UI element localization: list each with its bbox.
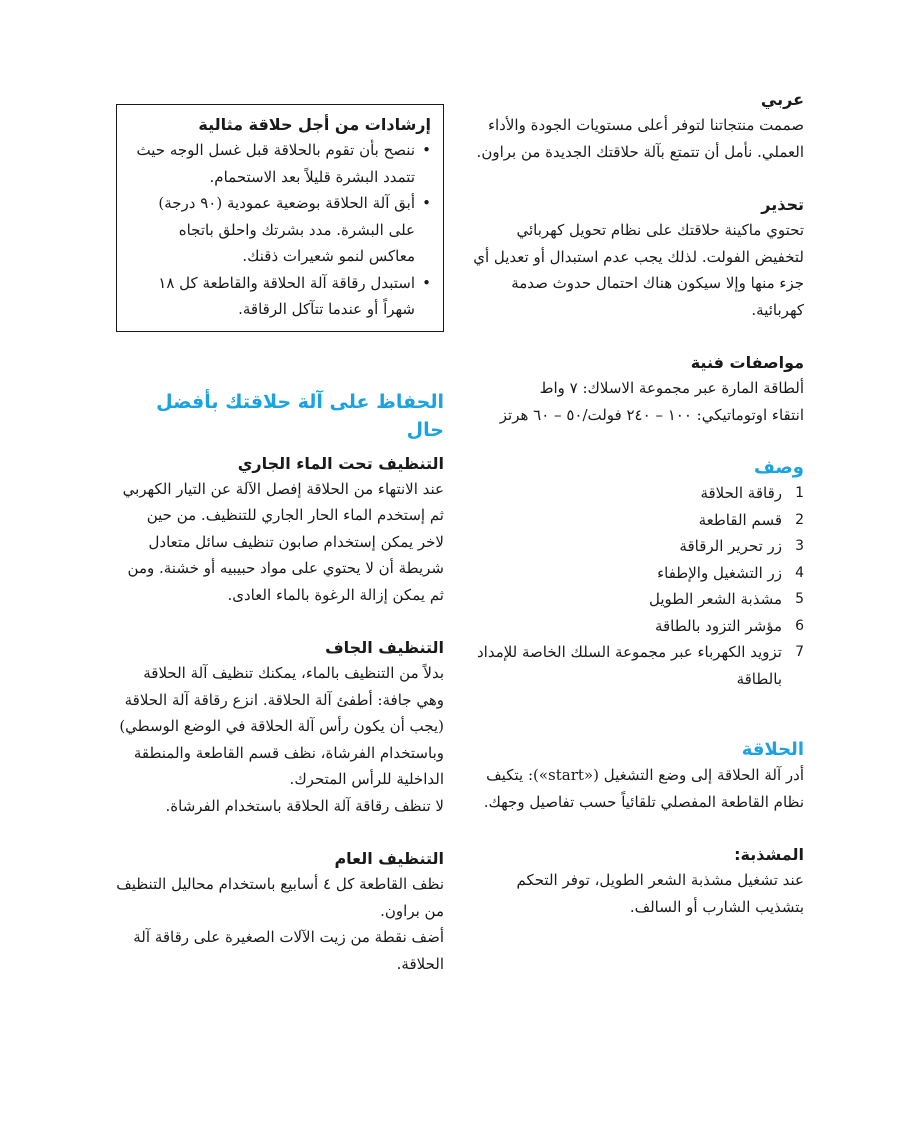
specs-voltage: انتقاء اوتوماتيكي: ١٠٠ – ٢٤٠ فولت/٥٠ – ٦٠ هرتز [499, 405, 804, 424]
list-item: 6 مؤشر التزود بالطاقة [654, 616, 804, 635]
tips-box [116, 104, 444, 332]
general-cleaning-heading: التنظيف العام [334, 849, 444, 868]
trimmer-heading: المشذبة: [734, 845, 804, 864]
trimmer-text: عند تشغيل مشذبة الشعر الطويل، توفر التحكم بتشذيب الشارب أو السالف. [516, 871, 804, 916]
tips-list [129, 137, 431, 323]
parts-list [468, 480, 804, 692]
list-item: • استبدل رقاقة آلة الحلاقة والقاطعة كل ١٨ شهراً أو عندما تتآكل الرقاقة. [158, 273, 431, 318]
language-heading: عربي [760, 90, 804, 109]
description-heading: وصف [753, 457, 804, 478]
specs-power: ألطاقة المارة عبر مجموعة الاسلاك: ٧ واط [539, 379, 804, 397]
list-item: 5 مشذبة الشعر الطويل [648, 590, 804, 608]
right-column [468, 88, 804, 920]
warning-heading: تحذير [761, 195, 804, 214]
list-item: 4 زر التشغيل والإطفاء [657, 563, 804, 582]
list-item: 1 رقاقة الحلاقة [700, 484, 804, 502]
list-item: • ننصح بأن تقوم بالحلاقة قبل غسل الوجه حيث تتمدد البشرة قليلاً بعد الاستحمام. [136, 141, 431, 186]
dry-cleaning-note: لا تنظف رقاقة آلة الحلاقة باستخدام الفرشاة. [165, 796, 444, 815]
list-item: 3 زر تحرير الرقاقة [679, 537, 804, 555]
warning-text: تحتوي ماكينة حلاقتك على نظام تحويل كهربائي لتخفيض الفولت. لذلك يجب عدم استبدال أو تعديل أي جزء منها وإلا سيكون هناك احتمال حدوث صدمة كهربائية. [473, 221, 804, 319]
list-item: • أبق آلة الحلاقة بوضعية عمودية (٩٠ درجة) على البشرة. مدد بشرتك واحلق باتجاه معاكس لنمو شعيرات ذقنك. [158, 194, 431, 265]
tips-heading: إرشادات من أجل حلاقة مثالية [198, 115, 431, 134]
care-heading: الحفاظ على آلة حلاقتك بأفضل حال [156, 390, 444, 441]
general-cleaning-text-2: أضف نقطة من زيت الآلات الصغيرة على رقاقة آلة الحلاقة. [133, 928, 444, 973]
list-item: 7 تزويد الكهرباء عبر مجموعة السلك الخاصة للإمداد بالطاقة [476, 643, 804, 688]
dry-cleaning-heading: التنظيف الجاف [325, 638, 444, 657]
running-water-text: عند الانتهاء من الحلاقة إفصل الآلة عن التيار الكهربي ثم إستخدم الماء الحار الجاري للتنظيف. من حين لاخر يمكن إستخدام صابون تنظيف سائل متعادل شريطة أن لا يحتوي على مواد حبيبيه أو خشنة. ومن ثم يمكن إزالة الرغوة بالماء العادى. [122, 479, 444, 604]
specs-heading: مواصفات فنية [690, 353, 804, 372]
general-cleaning-text-1: نظف القاطعة كل ٤ أسابيع باستخدام محاليل التنظيف من براون. [116, 875, 444, 920]
dry-cleaning-text: بدلاً من التنظيف بالماء، يمكنك تنظيف آلة الحلاقة وهي جافة: أطفئ آلة الحلاقة. انزع رقاقة آلة الحلاقة (يجب أن يكون رأس آلة الحلاقة في الوضع الوسطي) وباستخدام الفرشاة، نظف قسم القاطعة والمنطقة الداخلية للرأس المتحرك. [119, 664, 444, 788]
shaving-heading: الحلاقة [741, 739, 804, 760]
running-water-heading: التنظيف تحت الماء الجاري [237, 453, 444, 473]
shaving-text: أدر آلة الحلاقة إلى وضع التشغيل («start»): يتكيف نظام القاطعة المفصلي تلقائياً حسب تفاصيل وجهك. [483, 766, 804, 811]
left-column [116, 104, 444, 977]
intro-text: صممت منتجاتنا لتوفر أعلى مستويات الجودة والأداء العملي. نأمل أن تتمتع بآلة حلاقتك الجديدة من براون. [476, 116, 804, 161]
list-item: 2 قسم القاطعة [698, 510, 804, 529]
